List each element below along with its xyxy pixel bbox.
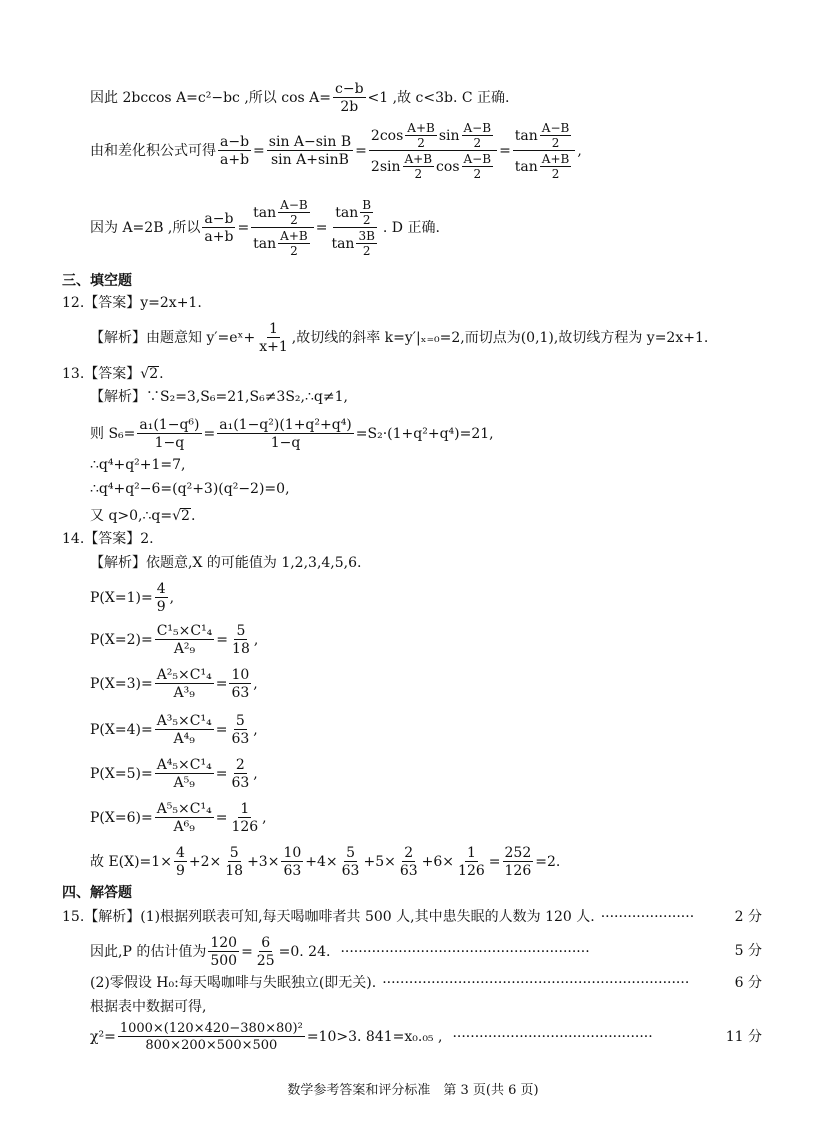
- fraction: $\frac{a-b}{a+b}$: [204, 211, 234, 245]
- text-line: 由和差化积公式可得 $\frac{a-b}{a+b}$ = $\frac{\text{sin A−sin B}}{\text{sin A+sinB}}$ = 2cos $\frac{A+B}{2}$ sin $\frac{A-B}{2}$ 2sin $\frac{A+B}{2}$ cos $\frac{A-B}{2}$ = tan $\frac{A-B}{2}$ tan $\frac{A+B}{2}$ ,: [90, 121, 582, 181]
- text: 因此 2bccos A=c²−bc ,所以 cos A=: [90, 90, 331, 106]
- score-label: 5 分: [734, 943, 762, 959]
- text: <1 ,故 c<3b. C 正确.: [367, 90, 510, 106]
- fraction: $\frac{a-b}{a+b}$: [220, 134, 250, 168]
- explanation-12: 【解析】由题意知 y′=eˣ+ $\frac{1}{x+1}$ ,故切线的斜率 k=y′|ₓ₌₀=2,而切点为(0,1),故切线方程为 y=2x+1.: [90, 321, 709, 355]
- probability-line: P(X=3)= $\frac{\text{A²₅×C¹₄}}{\text{A³₉}}$ = $\frac{10}{63}$ ,: [90, 667, 258, 701]
- text-line: ∴q⁴+q²+1=7,: [90, 457, 186, 473]
- text-line: [90, 82, 510, 114]
- solution-15-line: 根据表中数据可得,: [90, 999, 207, 1015]
- fraction: $\frac{\text{sin A−sin B}}{\text{sin A+sinB}}$: [268, 134, 352, 168]
- section-heading: 三、填空题: [62, 273, 132, 289]
- solution-15-line: χ²= $\frac{\text{1000×(120×420−380×80)²}}{800\times 200\times 500\times 500}$ =10>3. 841=x₀.₀₅ , ·············································: [90, 1021, 653, 1053]
- explanation-13: 【解析】∵S₂=3,S₆=21,S₆≠3S₂,∴q≠1,: [90, 389, 348, 405]
- fraction: $\frac{c-b}{2b}$: [335, 81, 364, 115]
- probability-line: P(X=4)= $\frac{\text{A³₅×C¹₄}}{\text{A⁴₉}}$ = $\frac{5}{63}$ ,: [90, 713, 258, 747]
- score-label: 2 分: [734, 909, 762, 925]
- expectation-line: 故 E(X)=1× $\frac{4}{9}$ +2× $\frac{5}{18}$ +3× $\frac{10}{63}$ +4× $\frac{5}{63}$ +5× $\frac{2}{63}$ +6× $\frac{1}{126}$ = $\frac{252}{126}$ =2.: [90, 845, 561, 879]
- fraction: tan $\frac{A-B}{2}$ tan $\frac{A+B}{2}$: [251, 199, 314, 257]
- fraction: $\frac{\text{a₁(1−q⁶)}}{1-q}$: [139, 417, 200, 451]
- solution-15-line: (2)零假设 H₀:每天喝咖啡与失眠独立(即无关). ·····································································: [90, 975, 690, 991]
- probability-line: P(X=1)= $\frac{4}{9}$ ,: [90, 581, 175, 615]
- probability-line: P(X=5)= $\frac{\text{A⁴₅×C¹₄}}{\text{A⁵₉}}$ = $\frac{2}{63}$ ,: [90, 757, 258, 791]
- page-footer: 数学参考答案和评分标准 第 3 页(共 6 页): [287, 1083, 539, 1098]
- text-line: ∴q⁴+q²−6=(q²+3)(q²−2)=0,: [90, 481, 290, 497]
- fraction: 2cos $\frac{A+B}{2}$ sin $\frac{A-B}{2}$ 2sin $\frac{A+B}{2}$ cos $\frac{A-B}{2}$: [369, 122, 497, 180]
- answer-13: 13.【答案】 √ 2 .: [62, 365, 164, 382]
- score-label: 11 分: [725, 1029, 762, 1045]
- fraction: $\frac{1}{x+1}$: [259, 321, 288, 355]
- text-line: 则 S₆= $\frac{\text{a₁(1−q⁶)}}{1-q}$ = $\frac{\text{a₁(1−q²)(1+q²+q⁴)}}{1-q}$ =S₂·(1+q²+q⁴)=21,: [90, 417, 494, 451]
- score-label: 6 分: [734, 975, 762, 991]
- probability-line: P(X=6)= $\frac{\text{A⁵₅×C¹₄}}{\text{A⁶₉}}$ = $\frac{1}{126}$ ,: [90, 801, 267, 835]
- fraction: $\frac{\text{a₁(1−q²)(1+q²+q⁴)}}{1-q}$: [219, 417, 352, 451]
- solution-15-line: 15.【解析】(1)根据列联表可知,每天喝咖啡者共 500 人,其中患失眠的人数为 120 人. ·····················: [62, 909, 695, 925]
- text-line: 又 q>0,∴q= √ 2 .: [90, 507, 196, 524]
- section-heading: 四、解答题: [62, 885, 132, 901]
- fraction: tan $\frac{A-B}{2}$ tan $\frac{A+B}{2}$: [513, 122, 576, 180]
- solution-15-line: 因此,P 的估计值为 $\frac{120}{500}$ = $\frac{6}{25}$ =0. 24. ························································: [90, 935, 590, 969]
- text-line: 因为 A=2B ,所以 $\frac{a-b}{a+b}$ = tan $\frac{A-B}{2}$ tan $\frac{A+B}{2}$ = tan $\frac{B}{2}$ tan $\frac{3B}{2}$ . D 正确.: [90, 198, 440, 258]
- probability-line: P(X=2)= $\frac{\text{C¹₅×C¹₄}}{\text{A²₉}}$ = $\frac{5}{18}$ ,: [90, 623, 259, 657]
- explanation-14: 【解析】依题意,X 的可能值为 1,2,3,4,5,6.: [90, 555, 362, 571]
- fraction: tan $\frac{B}{2}$ tan $\frac{3B}{2}$: [329, 199, 380, 257]
- answer-12: 12.【答案】y=2x+1.: [62, 295, 202, 311]
- answer-14: 14.【答案】2.: [62, 531, 154, 547]
